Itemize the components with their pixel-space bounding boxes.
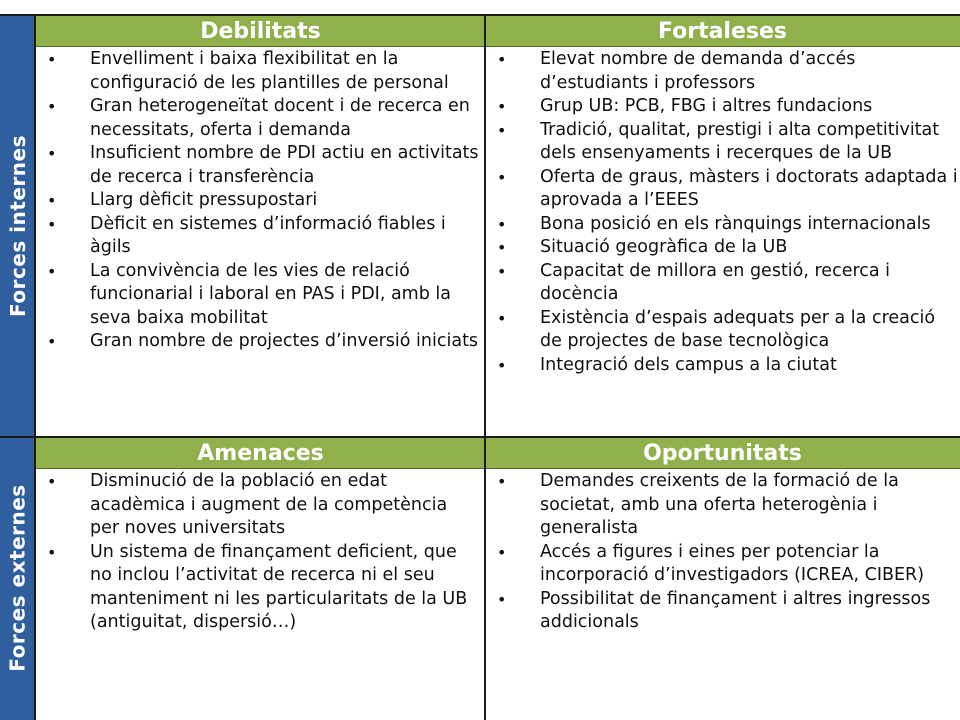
list-item: • Gran heterogeneïtat docent i de recerca en necessitats, oferta i demanda bbox=[36, 95, 480, 142]
oportunitats-cell bbox=[486, 470, 960, 635]
list-item: • Envelliment i baixa flexibilitat en la configuració de les plantilles de personal bbox=[36, 48, 480, 95]
list-item: • Situació geogràfica de la UB bbox=[486, 236, 960, 260]
oportunitats-list bbox=[486, 470, 960, 635]
debilitats-header: Debilitats bbox=[36, 16, 485, 47]
list-item: • La convivència de les vies de relació funcionarial i laboral en PAS i PDI, amb la seva baixa mobilitat bbox=[36, 260, 480, 331]
internal-forces-band bbox=[0, 16, 36, 436]
list-item: • Demandes creixents de la formació de la societat, amb una oferta heterogènia i generalista bbox=[486, 470, 960, 541]
amenaces-cell bbox=[36, 470, 480, 635]
list-item: • Disminució de la població en edat acadèmica i augment de la competència per noves universitats bbox=[36, 470, 480, 541]
fortaleses-header: Fortaleses bbox=[485, 16, 960, 47]
list-item: • Bona posició en els rànquings internacionals bbox=[486, 213, 960, 237]
top-border bbox=[0, 14, 960, 16]
debilitats-list bbox=[36, 48, 480, 354]
list-item: • Grup UB: PCB, FBG i altres fundacions bbox=[486, 95, 960, 119]
list-item: • Capacitat de millora en gestió, recerca i docència bbox=[486, 260, 960, 307]
list-item: • Dèficit en sistemes d’informació fiables i àgils bbox=[36, 213, 480, 260]
amenaces-header: Amenaces bbox=[36, 438, 485, 469]
middle-border bbox=[0, 436, 960, 438]
list-item: • Elevat nombre de demanda d’accés d’estudiants i professors bbox=[486, 48, 960, 95]
list-item: • Un sistema de finançament deficient, que no inclou l’activitat de recerca ni el seu manteniment ni les particularitats de la UB (antiguitat, dispersió…) bbox=[36, 541, 480, 635]
fortaleses-list bbox=[486, 48, 960, 377]
amenaces-list bbox=[36, 470, 480, 635]
internal-forces-label: Forces internes bbox=[6, 134, 30, 318]
list-item: • Existència d’espais adequats per a la creació de projectes de base tecnològica bbox=[486, 307, 960, 354]
list-item: • Insuficient nombre de PDI actiu en activitats de recerca i transferència bbox=[36, 142, 480, 189]
fortaleses-cell bbox=[486, 48, 960, 377]
list-item: • Gran nombre de projectes d’inversió iniciats bbox=[36, 330, 480, 354]
external-forces-label: Forces externes bbox=[6, 484, 30, 672]
list-item: • Possibilitat de finançament i altres ingressos addicionals bbox=[486, 588, 960, 635]
list-item: • Tradició, qualitat, prestigi i alta competitivitat dels ensenyaments i recerques de la UB bbox=[486, 119, 960, 166]
external-forces-band bbox=[0, 436, 36, 720]
list-item: • Llarg dèficit pressupostari bbox=[36, 189, 480, 213]
list-item: • Accés a figures i eines per potenciar la incorporació d’investigadors (ICREA, CIBER) bbox=[486, 541, 960, 588]
oportunitats-header: Oportunitats bbox=[485, 438, 960, 469]
list-item: • Integració dels campus a la ciutat bbox=[486, 354, 960, 378]
list-item: • Oferta de graus, màsters i doctorats adaptada i aprovada a l’EEES bbox=[486, 166, 960, 213]
debilitats-cell bbox=[36, 48, 480, 354]
